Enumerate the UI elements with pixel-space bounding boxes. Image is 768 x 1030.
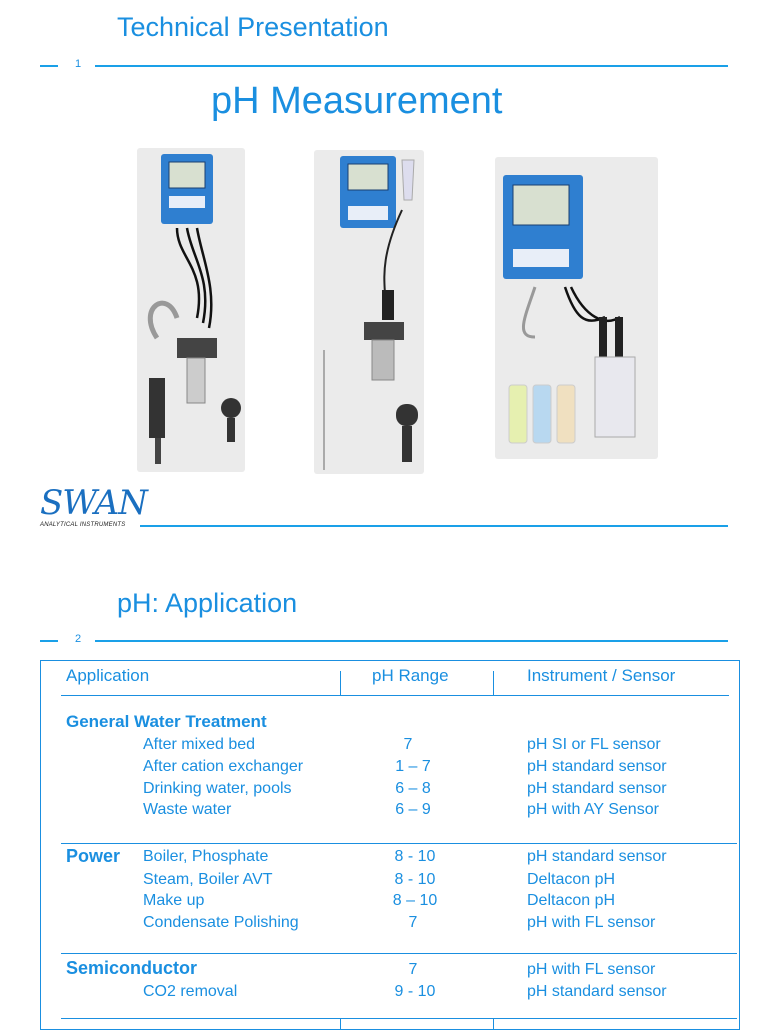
slide1-bottom-rule bbox=[140, 525, 728, 527]
row-application: Boiler, Phosphate bbox=[143, 848, 269, 865]
slide1-rule-left bbox=[40, 65, 58, 67]
row-range: 7 bbox=[403, 736, 413, 753]
row-range: 7 bbox=[408, 914, 418, 931]
row-range: 9 - 10 bbox=[394, 983, 436, 1000]
header-rule bbox=[61, 695, 729, 696]
row-range: 6 – 9 bbox=[395, 801, 431, 818]
row-application: After mixed bed bbox=[143, 736, 256, 753]
slide2-number: 2 bbox=[75, 633, 82, 645]
slide2-header: pH: Application bbox=[117, 588, 298, 618]
analyzer-panel-photo-2 bbox=[314, 150, 424, 474]
col-divider-bottom-2 bbox=[493, 1018, 494, 1030]
group-rule-3 bbox=[61, 1018, 737, 1019]
row-sensor: pH with FL sensor bbox=[527, 914, 656, 931]
row-application: After cation exchanger bbox=[143, 758, 304, 775]
group-name: Power bbox=[66, 846, 121, 866]
row-range: 7 bbox=[408, 961, 418, 978]
slide2-rule-left bbox=[40, 640, 58, 642]
row-range: 8 - 10 bbox=[394, 871, 436, 888]
row-sensor: pH SI or FL sensor bbox=[527, 736, 661, 753]
row-application: Steam, Boiler AVT bbox=[143, 871, 273, 888]
col-header-instrument: Instrument / Sensor bbox=[527, 666, 676, 685]
group-name: General Water Treatment bbox=[66, 712, 267, 731]
row-application: Condensate Polishing bbox=[143, 914, 299, 931]
col-divider-1 bbox=[340, 671, 341, 695]
group-rule-2 bbox=[61, 953, 737, 954]
col-header-ph-range: pH Range bbox=[372, 666, 449, 685]
row-sensor: pH with FL sensor bbox=[527, 961, 656, 978]
slide1-number: 1 bbox=[75, 58, 82, 70]
row-sensor: pH standard sensor bbox=[527, 780, 667, 797]
row-application: Drinking water, pools bbox=[143, 780, 292, 797]
swan-logo-subtitle: ANALYTICAL INSTRUMENTS bbox=[40, 522, 126, 528]
slide1-title: pH Measurement bbox=[211, 80, 503, 122]
row-range: 8 - 10 bbox=[394, 848, 436, 865]
swan-logo-wordmark: SWAN bbox=[40, 483, 147, 523]
analyzer-panel-photo-1 bbox=[137, 148, 245, 472]
col-divider-2 bbox=[493, 671, 494, 695]
row-application: CO2 removal bbox=[143, 983, 238, 1000]
row-range: 6 – 8 bbox=[395, 780, 431, 797]
row-sensor: Deltacon pH bbox=[527, 871, 616, 888]
row-range: 8 – 10 bbox=[392, 892, 438, 909]
slide1-rule-right bbox=[95, 65, 728, 67]
col-divider-bottom-1 bbox=[340, 1018, 341, 1030]
row-sensor: Deltacon pH bbox=[527, 892, 616, 909]
application-table bbox=[40, 660, 740, 1030]
col-header-application: Application bbox=[66, 666, 150, 685]
row-sensor: pH standard sensor bbox=[527, 983, 667, 1000]
row-range: 1 – 7 bbox=[395, 758, 431, 775]
row-sensor: pH standard sensor bbox=[527, 848, 667, 865]
slide2-rule-right bbox=[95, 640, 728, 642]
row-application: Make up bbox=[143, 892, 205, 909]
group-name: Semiconductor bbox=[66, 958, 198, 978]
row-sensor: pH standard sensor bbox=[527, 758, 667, 775]
row-application: Waste water bbox=[143, 801, 232, 818]
swan-logo bbox=[40, 483, 147, 532]
group-rule-1 bbox=[61, 843, 737, 844]
row-sensor: pH with AY Sensor bbox=[527, 801, 659, 818]
analyzer-panel-photo-3 bbox=[495, 157, 658, 459]
slide1-header: Technical Presentation bbox=[117, 12, 389, 42]
